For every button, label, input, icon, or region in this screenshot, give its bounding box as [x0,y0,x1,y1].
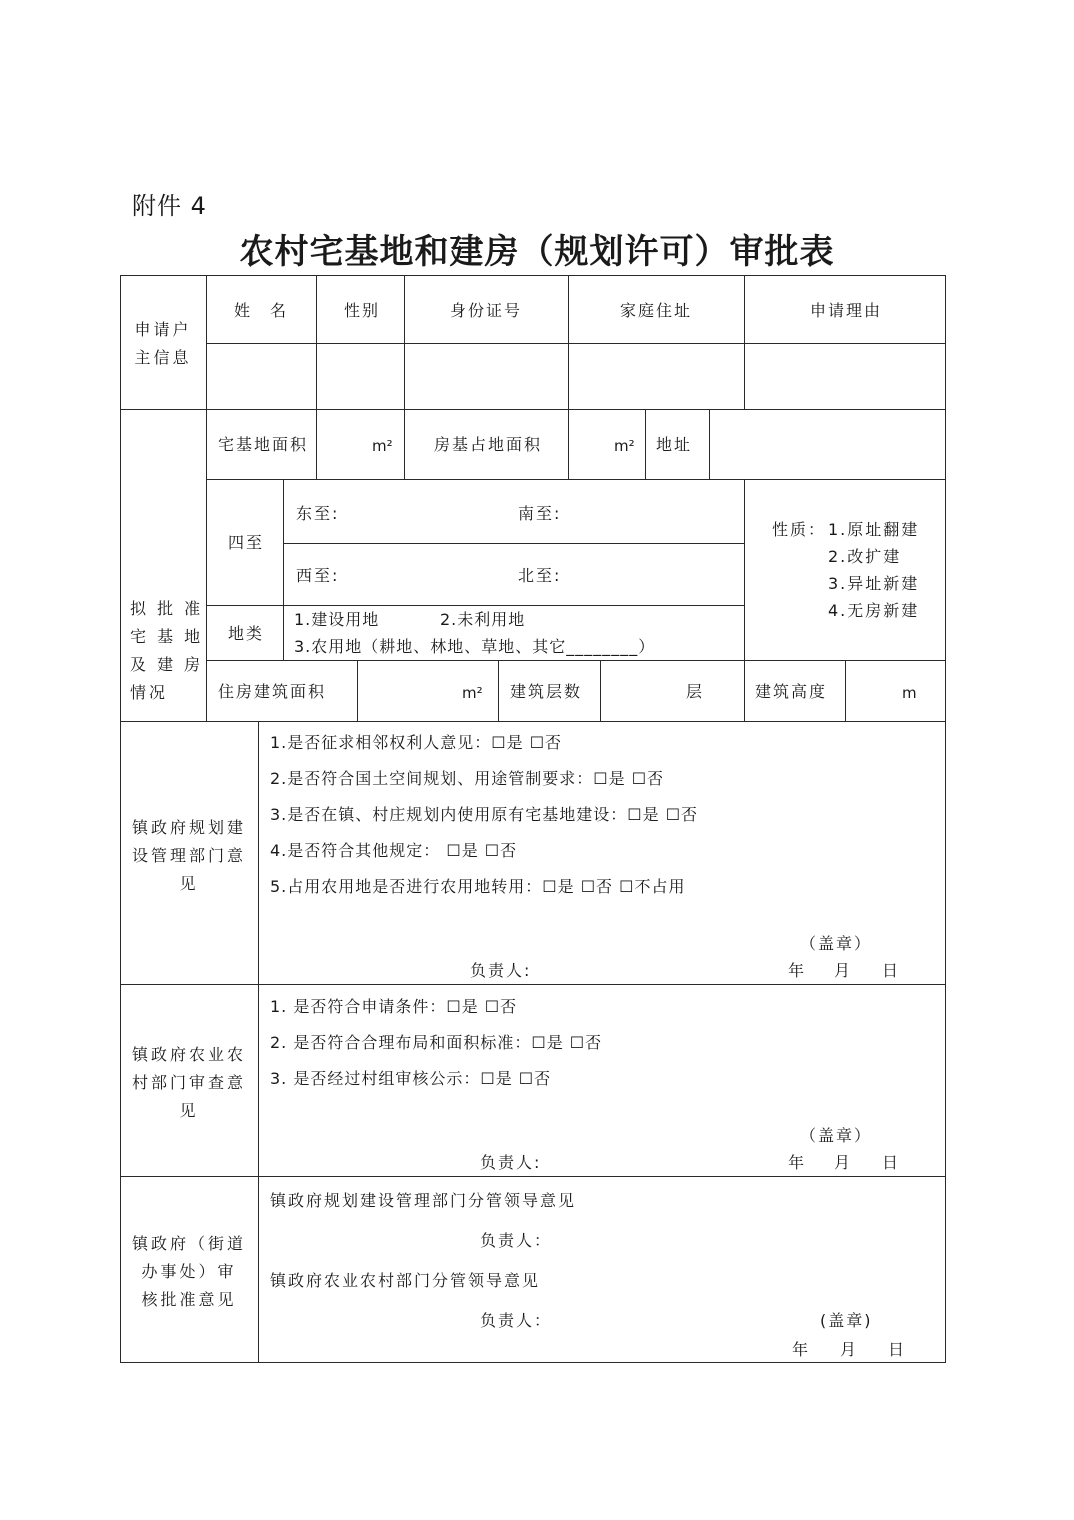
col-name-header: 姓 名 [234,301,289,320]
land-type-option-3: 3.农用地（耕地、林地、草地、其它________） [294,637,656,656]
agriculture-question-1[interactable]: 1. 是否符合申请条件：☐是 ☐否 [270,997,518,1016]
applicant-address-field[interactable] [569,344,744,409]
approval-responsible-2: 负责人： [480,1311,553,1330]
address-label: 地址 [656,435,693,454]
applicant-id-field[interactable] [405,344,568,409]
approval-month: 月 [840,1340,859,1359]
land-type-option-1: 1.建设用地 [294,610,380,629]
col-reason-header: 申请理由 [810,301,883,320]
approval-section-label: 镇政府（街道 办事处）审 核批准意见 [131,1234,246,1309]
planning-question-1[interactable]: 1.是否征求相邻权利人意见：☐是 ☐否 [270,733,563,752]
approval-seal: (盖章) [820,1311,873,1330]
applicant-reason-field[interactable] [745,344,945,409]
planning-question-4[interactable]: 4.是否符合其他规定： ☐是 ☐否 [270,841,518,860]
agriculture-seal: （盖章） [800,1126,873,1145]
agriculture-day: 日 [882,1153,901,1172]
homestead-area-unit: m² [372,437,393,455]
floor-area-unit: m² [462,684,483,702]
land-type-label: 地类 [228,624,265,643]
planning-day: 日 [882,961,901,980]
applicant-section-label: 申请户 主信息 [134,320,192,367]
footprint-unit: m² [614,437,635,455]
land-type-option-2: 2.未利用地 [440,610,526,629]
nature-option-4: 4.无房新建 [828,601,920,620]
homestead-address-field[interactable] [710,410,945,479]
planning-seal: （盖章） [800,934,873,953]
form-title: 农村宅基地和建房（规划许可）审批表 [239,232,835,272]
planning-question-2[interactable]: 2.是否符合国土空间规划、用途管制要求：☐是 ☐否 [270,769,665,788]
planning-year: 年 [788,961,807,980]
nature-label: 性质： [772,520,827,539]
nature-option-2: 2.改扩建 [828,547,902,566]
agriculture-leader-opinion: 镇政府农业农村部门分管领导意见 [270,1271,541,1290]
height-unit: m [902,684,917,702]
planning-month: 月 [834,961,853,980]
agriculture-responsible: 负责人: [480,1153,542,1172]
planning-responsible: 负责人: [470,961,532,980]
north-boundary: 北至: [518,566,562,585]
planning-question-5[interactable]: 5.占用农用地是否进行农用地转用：☐是 ☐否 ☐不占用 [270,877,686,896]
applicant-gender-field[interactable] [317,344,404,409]
floor-area-label: 住房建筑面积 [218,682,327,701]
attachment-label: 附件 4 [132,192,207,220]
floors-label: 建筑层数 [510,682,583,701]
nature-option-3: 3.异址新建 [828,574,920,593]
proposed-section-label: 拟 批 准 宅 基 地 及 建 房 情况 [130,599,204,702]
height-label: 建筑高度 [755,682,828,701]
floors-unit: 层 [686,682,705,701]
agriculture-question-3[interactable]: 3. 是否经过村组审核公示：☐是 ☐否 [270,1069,552,1088]
agriculture-month: 月 [834,1153,853,1172]
col-gender-header: 性别 [344,301,381,320]
applicant-name-field[interactable] [207,344,316,409]
approval-day: 日 [888,1340,907,1359]
agriculture-question-2[interactable]: 2. 是否符合合理布局和面积标准：☐是 ☐否 [270,1033,603,1052]
approval-responsible-1: 负责人： [480,1231,553,1250]
west-boundary: 西至: [296,566,340,585]
east-boundary: 东至: [296,504,340,523]
planning-section-label: 镇政府规划建 设管理部门意 见 [131,818,246,893]
south-boundary: 南至: [518,504,562,523]
nature-option-1: 1.原址翻建 [828,520,920,539]
boundaries-label: 四至 [228,533,265,552]
agriculture-section-label: 镇政府农业农 村部门审查意 见 [131,1045,246,1120]
col-address-header: 家庭住址 [620,301,693,320]
planning-question-3[interactable]: 3.是否在镇、村庄规划内使用原有宅基地建设：☐是 ☐否 [270,805,699,824]
approval-year: 年 [792,1340,811,1359]
agriculture-year: 年 [788,1153,807,1172]
homestead-area-label: 宅基地面积 [218,435,309,454]
col-id-header: 身份证号 [450,301,523,320]
planning-leader-opinion: 镇政府规划建设管理部门分管领导意见 [270,1191,577,1210]
footprint-label: 房基占地面积 [434,435,543,454]
